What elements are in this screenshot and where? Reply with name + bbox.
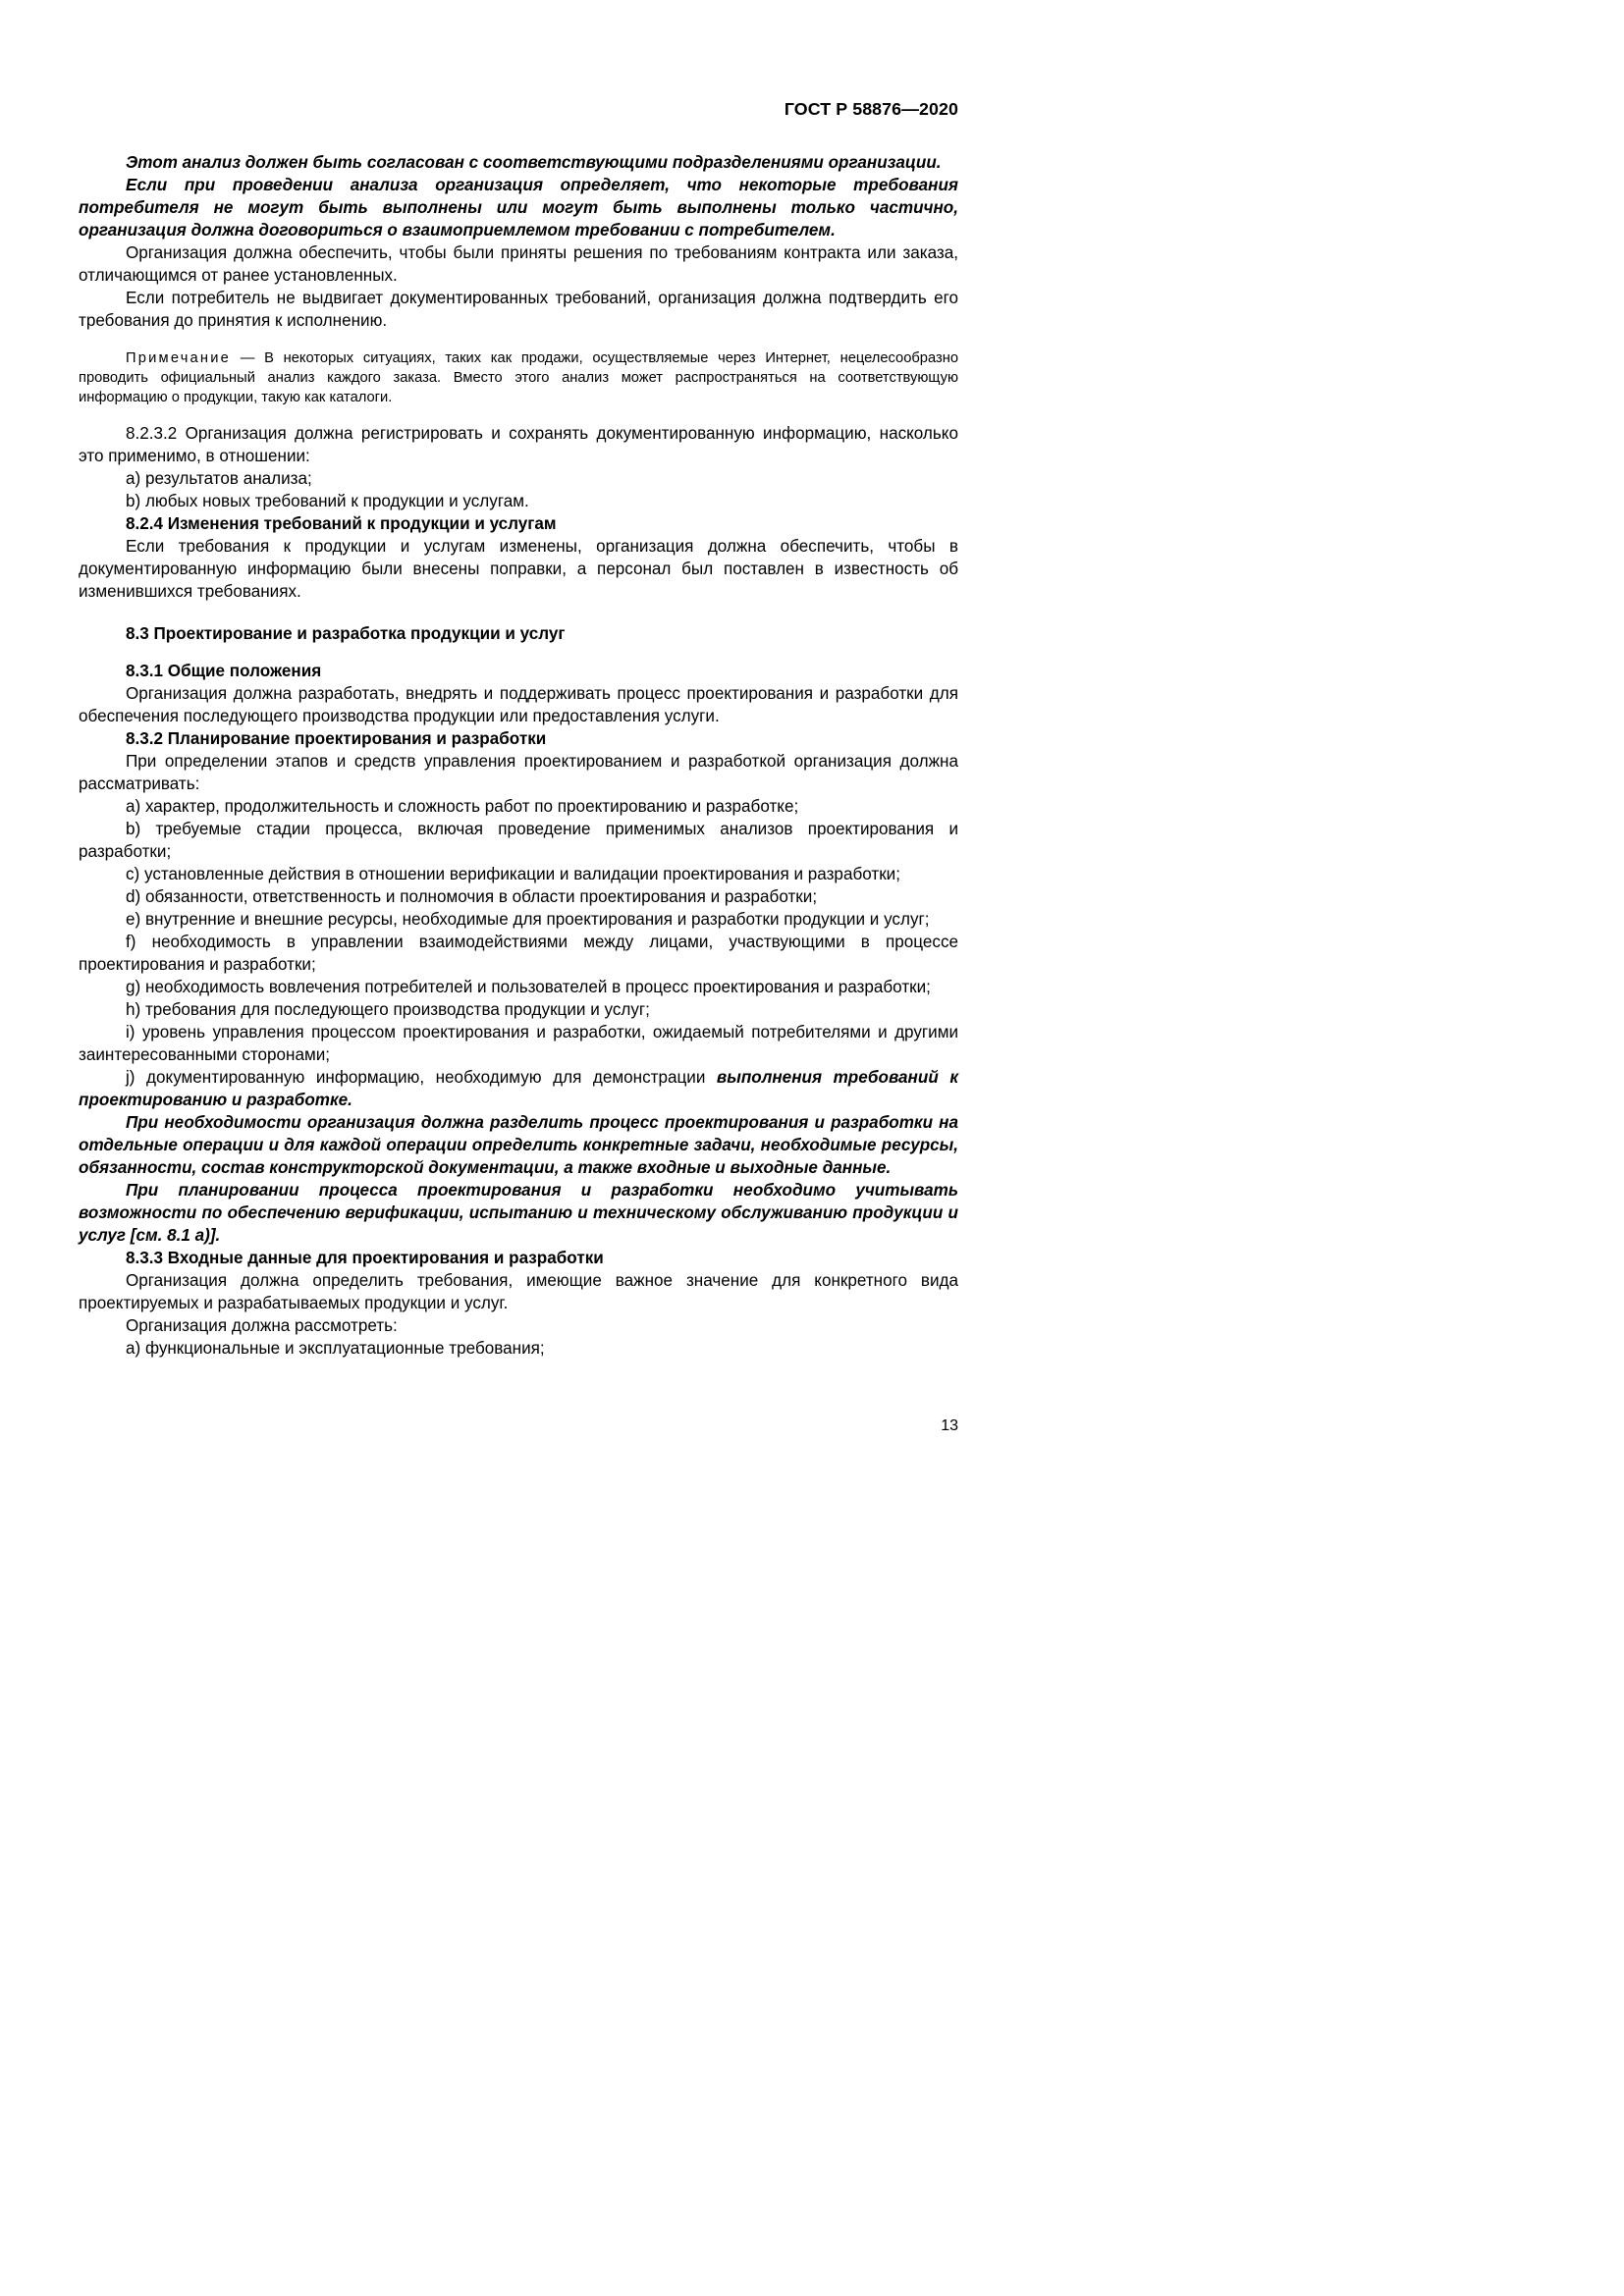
- heading-8-3-1: 8.3.1 Общие положения: [126, 662, 322, 680]
- list-item-a-analysis: a) результатов анализа;: [126, 469, 312, 488]
- document-page: [0, 0, 1084, 1532]
- paragraph-contract-decisions: Организация должна обеспечить, чтобы были приняты решения по требованиям контракта или заказа, отличающимся от ранее установленных.: [79, 243, 958, 285]
- list-item-functional: а) функциональные и эксплуатационные требования;: [126, 1339, 545, 1358]
- paragraph-8-2-3-2: 8.2.3.2 Организация должна регистрировать и сохранять документированную информацию, насколько это применимо, в отношении:: [79, 424, 958, 465]
- paragraph-partial-requirements: Если при проведении анализа организация определяет, что некоторые требования потребителя не могут быть выполнены или могут быть выполнены только частично, организация должна договориться о взаимоприемлемом требовании с потребителем.: [79, 176, 958, 240]
- note-paragraph: [79, 348, 958, 407]
- paragraph-define-requirements: Организация должна определить требования, имеющие важное значение для конкретного вида проектируемых и разрабатываемых продукции и услуг.: [79, 1271, 958, 1312]
- list-item-e: e) внутренние и внешние ресурсы, необходимые для проектирования и разработки продукции и услуг;: [126, 910, 930, 929]
- list-item-i: i) уровень управления процессом проектирования и разработки, ожидаемый потребителями и другими заинтересованными сторонами;: [79, 1023, 958, 1064]
- heading-8-2-4: 8.2.4 Изменения требований к продукции и услугам: [126, 514, 557, 533]
- heading-8-3-3: 8.3.3 Входные данные для проектирования и разработки: [126, 1249, 604, 1267]
- list-item-g: g) необходимость вовлечения потребителей и пользователей в процесс проектирования и разработки;: [126, 978, 931, 996]
- heading-8-3-2: 8.3.2 Планирование проектирования и разработки: [126, 729, 547, 748]
- list-item-b-new-requirements: b) любых новых требований к продукции и услугам.: [126, 492, 529, 510]
- heading-8-3: 8.3 Проектирование и разработка продукции и услуг: [126, 624, 566, 643]
- note-text: — В некоторых ситуациях, таких как продажи, осуществляемые через Интернет, нецелесообразно проводить официальный анализ каждого заказа. Вместо этого анализ может распространяться на соответствующую информацию о продукции, такую как каталоги.: [79, 350, 958, 405]
- paragraph-design-process: Организация должна разработать, внедрять и поддерживать процесс проектирования и разработки для обеспечения последующего производства продукции или предоставления услуги.: [79, 684, 958, 725]
- list-item-a: a) характер, продолжительность и сложность работ по проектированию и разработке;: [126, 797, 799, 816]
- paragraph-changed-requirements: Если требования к продукции и услугам изменены, организация должна обеспечить, чтобы в документированную информацию были внесены поправки, а персонал был поставлен в известность об изменившихся требованиях.: [79, 537, 958, 601]
- document-body: [79, 151, 958, 1360]
- list-item-j-emphasis: выполнения требований к проектированию и разработке.: [79, 1068, 958, 1109]
- list-item-h: h) требования для последующего производства продукции и услуг;: [126, 1000, 650, 1019]
- note-label: Примечание: [126, 350, 232, 366]
- paragraph-consider: Организация должна рассмотреть:: [126, 1316, 398, 1335]
- paragraph-planning-verification: При планировании процесса проектирования и разработки необходимо учитывать возможности по обеспечению верификации, испытанию и техническому обслуживанию продукции и услуг [см. 8.1 а)].: [79, 1181, 958, 1245]
- list-item-d: d) обязанности, ответственность и полномочия в области проектирования и разработки;: [126, 887, 818, 906]
- paragraph-split-operations: При необходимости организация должна разделить процесс проектирования и разработки на отдельные операции и для каждой операции определить конкретные задачи, необходимые ресурсы, обязанности, состав конструкторской документации, а также входные и выходные данные.: [79, 1113, 958, 1177]
- list-item-j: [79, 1066, 958, 1111]
- list-item-f: f) необходимость в управлении взаимодействиями между лицами, участвующими в процессе проектирования и разработки;: [79, 933, 958, 974]
- paragraph-coordination: Этот анализ должен быть согласован с соответствующими подразделениями организации.: [126, 153, 942, 172]
- document-id-header: ГОСТ Р 58876—2020: [784, 99, 958, 119]
- paragraph-planning-intro: При определении этапов и средств управления проектированием и разработкой организация должна рассматривать:: [79, 752, 958, 793]
- paragraph-confirm-requirements: Если потребитель не выдвигает документированных требований, организация должна подтвердить его требования до принятия к исполнению.: [79, 289, 958, 330]
- list-item-c: c) установленные действия в отношении верификации и валидации проектирования и разработки;: [126, 865, 900, 883]
- list-item-b: b) требуемые стадии процесса, включая проведение применимых анализов проектирования и разработки;: [79, 820, 958, 861]
- list-item-j-plain: j) документированную информацию, необходимую для демонстрации: [126, 1068, 717, 1087]
- page-number: 13: [941, 1417, 958, 1434]
